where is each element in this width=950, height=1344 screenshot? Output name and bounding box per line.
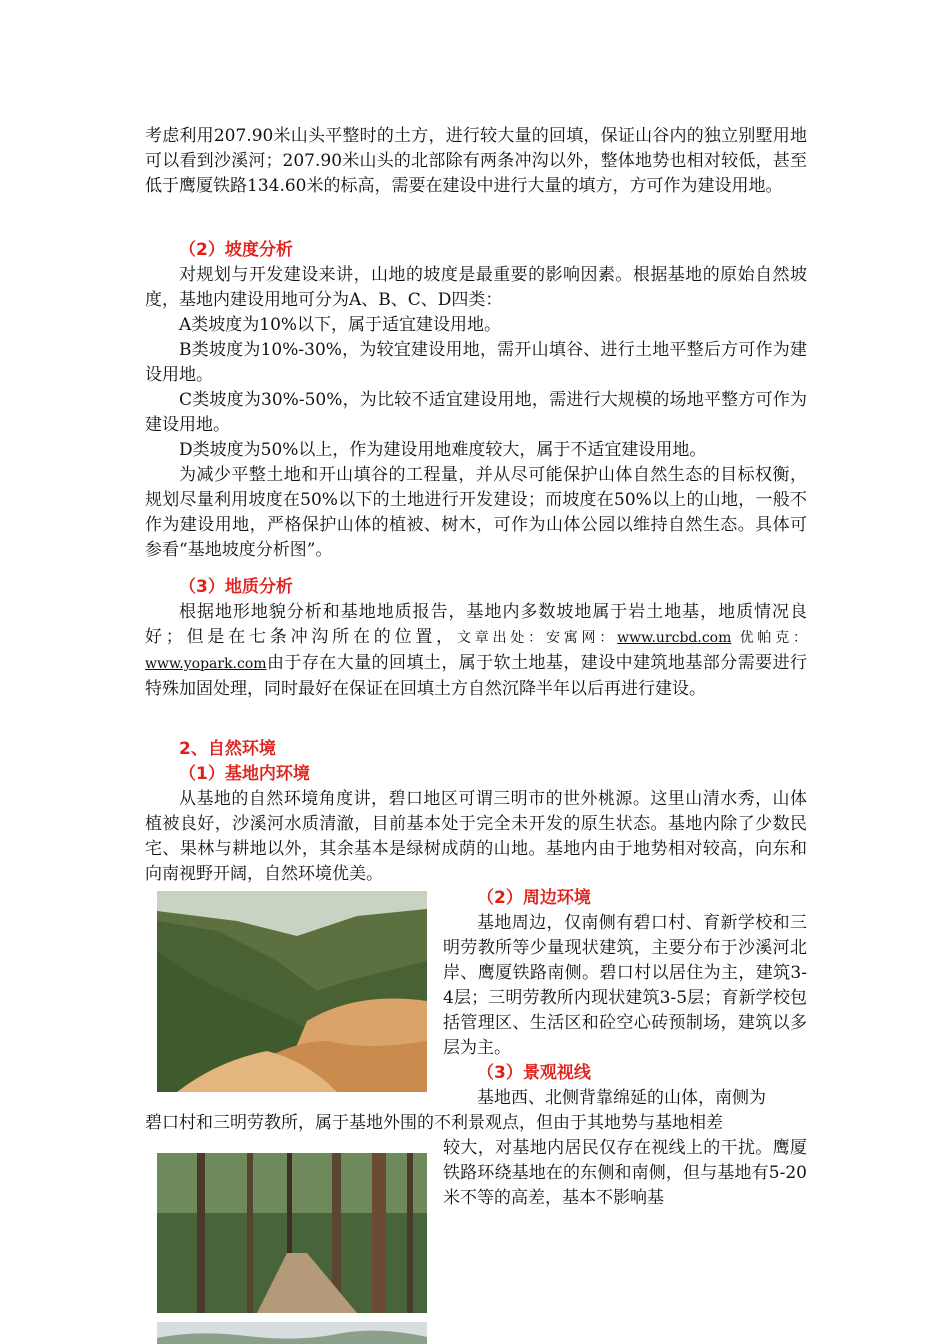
nature-sub2-heading: （2）周边环境 [477,888,591,908]
slope-para-2: 为减少平整土地和开山填谷的工程量，并从尽可能保护山体自然生态的目标权衡，规划尽量利用坡度在50%以下的土地进行开发建设；而坡度在50%以上的山地，一般不作为建设用地，严格保护山体的植被、树木，可作为山体公园以维持自然生态。具体可参看“基地坡度分析图”。 [145,465,807,560]
landscape-continued [443,1136,807,1211]
source-label-2: 优帕克： [731,630,808,646]
geology-text-a: 根据地形地貌分析和基地地质报告，基地内多数坡地属于岩土地基，地质情况良好；但是在七条冲沟所在的位置， [145,602,807,647]
landscape-wide-line [145,1111,807,1136]
source-link-yopark[interactable]: www.yopark.com [145,656,267,672]
nature-section [145,737,807,887]
slope-section [145,238,807,563]
nature-heading: 2、自然环境 [179,739,276,759]
slope-class-a: A类坡度为10%以下，属于适宜建设用地。 [179,315,502,335]
nature-sub3-line2: 碧口村和三明劳教所，属于基地外围的不利景观点，但由于其地势与基地相差 [145,1113,723,1133]
nature-sub3-heading: （3）景观视线 [477,1063,591,1083]
geology-text-b: 由于存在大量的回填土，属于软土地基，建设中建筑地基部分需要进行特殊加固处理，同时最好在保证在回填土方自然沉降半年以后再进行建设。 [145,653,807,699]
source-link-urcbd[interactable]: www.urcbd.com [617,630,732,646]
landscape-image [157,1322,427,1344]
geology-text [145,600,807,702]
intro-text: 考虑利用207.90米山头平整时的土方，进行较大量的回填，保证山谷内的独立别墅用地可以看到沙溪河；207.90米山头的北部除有两条冲沟以外，整体地势也相对较低，甚至低于鹰厦铁路134.60米的标高，需要在建设中进行大量的填方，方可作为建设用地。 [145,126,807,196]
nature-sub2-text: 基地周边，仅南侧有碧口村、育新学校和三明劳教所等少量现状建筑，主要分布于沙溪河北岸、鹰厦铁路南侧。碧口村以居住为主，建筑3-4层；三明劳教所内现状建筑3-5层；育新学校包括管理区、生活区和砼空心砖预制场，建筑以多层为主。 [443,913,807,1058]
nature-sub1-text: 从基地的自然环境角度讲，碧口地区可谓三明市的世外桃源。这里山清水秀，山体植被良好，沙溪河水质清澈，目前基本处于完全未开发的原生状态。基地内除了少数民宅、果林与耕地以外，其余基本是绿树成荫的山地。基地内由于地势相对较高，向东和向南视野开阔，自然环境优美。 [145,789,807,884]
nature-sub1-heading: （1）基地内环境 [179,764,310,784]
slope-class-d: D类坡度为50%以上，作为建设用地难度较大，属于不适宜建设用地。 [179,440,707,460]
photo-landscape-partial [157,1322,427,1344]
slope-para-1: 对规划与开发建设来讲，山地的坡度是最重要的影响因素。根据基地的原始自然坡度，基地内建设用地可分为A、B、C、D四类： [145,265,807,310]
geology-heading: （3）地质分析 [179,577,293,597]
slope-class-b: B类坡度为10%-30%，为较宜建设用地，需开山填谷、进行土地平整后方可作为建设用地。 [145,340,807,385]
nature-sub3-line1: 基地西、北侧背靠绵延的山体，南侧为 [477,1088,766,1108]
photo-hillside-excavation [157,891,427,1092]
photo-forest-path [157,1153,427,1313]
intro-paragraph [145,124,807,199]
nature-sub3-rest: 较大，对基地内居民仅存在视线上的干扰。鹰厦铁路环绕基地在的东侧和南侧，但与基地有5-20米不等的高差，基本不影响基 [443,1138,807,1208]
slope-class-c: C类坡度为30%-50%，为比较不适宜建设用地，需进行大规模的场地平整方可作为建设用地。 [145,390,807,435]
forest-image [157,1153,427,1313]
geology-section [145,575,807,702]
source-label: 文章出处：安寓网： [456,630,618,646]
hillside-image [157,891,427,1092]
slope-heading: （2）坡度分析 [179,240,293,260]
surroundings-section [443,886,807,1111]
